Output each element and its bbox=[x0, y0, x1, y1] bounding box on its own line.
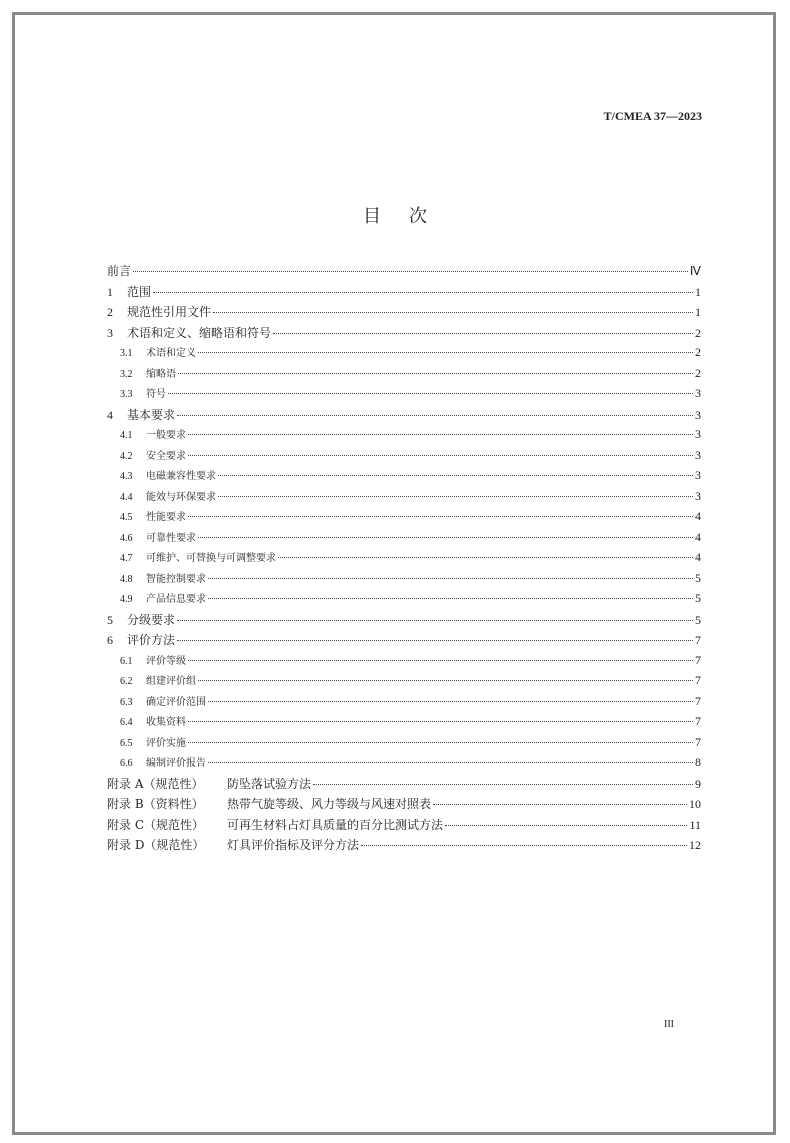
dot-leader bbox=[178, 373, 693, 374]
toc-entry-page: 4 bbox=[695, 509, 701, 523]
toc-entry-page: 7 bbox=[695, 693, 701, 708]
dot-leader bbox=[168, 393, 693, 394]
toc-entry-page: 7 bbox=[695, 734, 701, 749]
toc-entry[interactable] bbox=[107, 734, 701, 755]
table-of-contents bbox=[107, 262, 701, 857]
toc-entry-label: 规范性引用文件 bbox=[127, 305, 212, 319]
toc-entry-number: 4.9 bbox=[120, 594, 133, 605]
dot-leader bbox=[208, 701, 693, 702]
toc-entry-page: 1 bbox=[695, 305, 701, 319]
toc-entry[interactable] bbox=[107, 324, 701, 345]
toc-entry-label: 组建评价组 bbox=[146, 676, 196, 687]
toc-entry-number: 附录 A（规范性） bbox=[107, 776, 204, 791]
toc-entry-label: 缩略语 bbox=[146, 368, 176, 380]
toc-entry-page: 5 bbox=[695, 591, 701, 605]
toc-entry-label: 分级要求 bbox=[127, 612, 176, 627]
toc-entry[interactable] bbox=[107, 344, 701, 365]
dot-leader bbox=[153, 292, 693, 293]
toc-entry-label: 术语和定义 bbox=[146, 348, 196, 359]
toc-entry[interactable] bbox=[107, 385, 701, 406]
toc-entry-number: 4.1 bbox=[120, 430, 133, 441]
toc-entry[interactable] bbox=[107, 447, 701, 468]
toc-entry-label: 前言 bbox=[107, 264, 132, 278]
dot-leader bbox=[198, 352, 693, 353]
toc-entry-label: 热带气旋等级、风力等级与风速对照表 bbox=[227, 797, 432, 811]
toc-entry-label: 可维护、可替换与可调整要求 bbox=[146, 553, 276, 564]
dot-leader bbox=[177, 640, 693, 641]
dot-leader bbox=[208, 762, 693, 763]
toc-entry-number: 3 bbox=[107, 325, 113, 340]
dot-leader bbox=[278, 557, 693, 558]
dot-leader bbox=[213, 312, 693, 313]
toc-entry[interactable] bbox=[107, 590, 701, 611]
dot-leader bbox=[198, 537, 693, 538]
toc-entry-number: 6.5 bbox=[120, 737, 133, 749]
toc-entry-page: 3 bbox=[695, 427, 701, 441]
toc-entry-number: 4.7 bbox=[120, 553, 133, 564]
toc-entry-number: 4.6 bbox=[120, 532, 133, 544]
dot-leader bbox=[273, 333, 693, 334]
dot-leader bbox=[198, 680, 693, 681]
toc-entry-label: 一般要求 bbox=[146, 430, 186, 441]
toc-entry-label: 可再生材料占灯具质量的百分比测试方法 bbox=[227, 817, 444, 832]
toc-entry-number: 4 bbox=[107, 407, 113, 422]
toc-entry-page: 3 bbox=[695, 386, 701, 400]
dot-leader bbox=[188, 434, 693, 435]
toc-entry[interactable] bbox=[107, 652, 701, 673]
toc-entry[interactable] bbox=[107, 672, 701, 693]
toc-entry-page: 10 bbox=[689, 797, 701, 811]
toc-entry-page: 7 bbox=[695, 673, 701, 687]
toc-entry-page: 3 bbox=[695, 447, 701, 462]
dot-leader bbox=[433, 804, 687, 805]
toc-entry-page: 5 bbox=[695, 612, 701, 627]
toc-entry-number: 4.4 bbox=[120, 491, 133, 503]
toc-entry-page: 12 bbox=[689, 838, 701, 852]
toc-entry[interactable] bbox=[107, 529, 701, 550]
toc-entry-page: 7 bbox=[695, 633, 701, 647]
toc-entry-label: 安全要求 bbox=[146, 450, 186, 462]
toc-entry[interactable] bbox=[107, 611, 701, 632]
toc-entry-page: Ⅳ bbox=[689, 264, 701, 278]
toc-entry-label: 产品信息要求 bbox=[146, 594, 206, 605]
toc-entry-number: 4.3 bbox=[120, 471, 133, 482]
toc-entry-label: 术语和定义、缩略语和符号 bbox=[127, 325, 272, 340]
toc-entry-label: 评价实施 bbox=[146, 737, 186, 749]
toc-entry[interactable] bbox=[107, 693, 701, 714]
toc-entry-page: 3 bbox=[695, 407, 701, 422]
dot-leader bbox=[188, 660, 693, 661]
toc-entry[interactable] bbox=[107, 426, 701, 447]
toc-entry-number: 6.1 bbox=[120, 655, 133, 667]
toc-entry-page: 4 bbox=[695, 550, 701, 564]
dot-leader bbox=[177, 620, 693, 621]
toc-entry-page: 3 bbox=[695, 488, 701, 503]
toc-entry[interactable] bbox=[107, 303, 701, 324]
toc-entry-label: 评价方法 bbox=[127, 633, 176, 647]
toc-entry-page: 8 bbox=[695, 755, 701, 769]
page-number: III bbox=[664, 1019, 674, 1030]
toc-entry[interactable] bbox=[107, 488, 701, 509]
toc-entry-label: 能效与环保要求 bbox=[146, 491, 216, 503]
toc-entry[interactable] bbox=[107, 754, 701, 775]
toc-entry-number: 附录 B（资料性） bbox=[107, 797, 204, 811]
dot-leader bbox=[177, 415, 693, 416]
toc-entry-page: 2 bbox=[695, 365, 701, 380]
toc-entry-page: 9 bbox=[695, 776, 701, 791]
toc-entry-label: 智能控制要求 bbox=[146, 573, 206, 585]
dot-leader bbox=[313, 784, 693, 785]
toc-entry-number: 4.5 bbox=[120, 512, 133, 523]
toc-entry-label: 评价等级 bbox=[146, 655, 186, 667]
toc-entry-number: 附录 C（规范性） bbox=[107, 817, 204, 832]
toc-entry-label: 可靠性要求 bbox=[146, 532, 196, 544]
toc-entry-number: 4.8 bbox=[120, 573, 133, 585]
toc-entry-number: 1 bbox=[107, 284, 113, 299]
toc-entry-label: 灯具评价指标及评分方法 bbox=[227, 838, 360, 852]
toc-entry[interactable] bbox=[107, 570, 701, 591]
toc-entry[interactable] bbox=[107, 365, 701, 386]
toc-entry-number: 附录 D（规范性） bbox=[107, 838, 205, 852]
dot-leader bbox=[188, 721, 693, 722]
toc-entry[interactable] bbox=[107, 631, 701, 652]
toc-entry[interactable] bbox=[107, 836, 701, 857]
toc-entry-page: 2 bbox=[695, 325, 701, 340]
toc-entry-page: 1 bbox=[695, 284, 701, 299]
page-title: 目次 bbox=[363, 206, 455, 227]
toc-entry-label: 防坠落试验方法 bbox=[227, 776, 312, 791]
toc-entry[interactable] bbox=[107, 283, 701, 304]
toc-entry-number: 6.6 bbox=[120, 758, 133, 769]
toc-entry-number: 6.3 bbox=[120, 696, 133, 708]
dot-leader bbox=[218, 496, 693, 497]
dot-leader bbox=[188, 455, 693, 456]
toc-entry-number: 3.3 bbox=[120, 389, 133, 400]
toc-entry[interactable] bbox=[107, 508, 701, 529]
dot-leader bbox=[133, 271, 688, 272]
dot-leader bbox=[208, 578, 693, 579]
toc-entry[interactable] bbox=[107, 262, 701, 283]
toc-entry-page: 7 bbox=[695, 714, 701, 728]
toc-entry[interactable] bbox=[107, 549, 701, 570]
toc-entry-page: 7 bbox=[695, 652, 701, 667]
dot-leader bbox=[188, 742, 693, 743]
toc-entry-number: 6 bbox=[107, 633, 113, 647]
toc-entry[interactable] bbox=[107, 406, 701, 427]
toc-entry-label: 范围 bbox=[127, 284, 152, 299]
dot-leader bbox=[361, 845, 687, 846]
toc-entry-label: 编制评价报告 bbox=[146, 758, 206, 769]
toc-entry-number: 6.4 bbox=[120, 717, 133, 728]
toc-entry-page: 3 bbox=[695, 468, 701, 482]
dot-leader bbox=[188, 516, 693, 517]
toc-entry[interactable] bbox=[107, 816, 701, 837]
toc-entry-number: 6.2 bbox=[120, 676, 133, 687]
toc-entry-page: 4 bbox=[695, 529, 701, 544]
dot-leader bbox=[208, 598, 693, 599]
toc-entry-page: 5 bbox=[695, 570, 701, 585]
toc-entry[interactable] bbox=[107, 713, 701, 734]
toc-entry-label: 性能要求 bbox=[146, 512, 186, 523]
toc-entry-label: 电磁兼容性要求 bbox=[146, 471, 216, 482]
dot-leader bbox=[218, 475, 693, 476]
toc-entry-page: 2 bbox=[695, 345, 701, 359]
toc-entry-number: 3.2 bbox=[120, 368, 133, 380]
toc-entry-page: 11 bbox=[689, 817, 701, 832]
toc-entry-label: 基本要求 bbox=[127, 407, 176, 422]
toc-entry[interactable] bbox=[107, 775, 701, 796]
toc-entry-number: 3.1 bbox=[120, 348, 133, 359]
toc-entry[interactable] bbox=[107, 467, 701, 488]
toc-entry-label: 确定评价范围 bbox=[146, 696, 206, 708]
toc-entry-label: 收集资料 bbox=[146, 717, 186, 728]
toc-entry-label: 符号 bbox=[146, 389, 166, 400]
toc-entry-number: 4.2 bbox=[120, 450, 133, 462]
toc-entry[interactable] bbox=[107, 795, 701, 816]
dot-leader bbox=[445, 825, 687, 826]
toc-entry-number: 5 bbox=[107, 612, 113, 627]
toc-entry-number: 2 bbox=[107, 305, 113, 319]
standard-number: T/CMEA 37—2023 bbox=[603, 109, 702, 123]
